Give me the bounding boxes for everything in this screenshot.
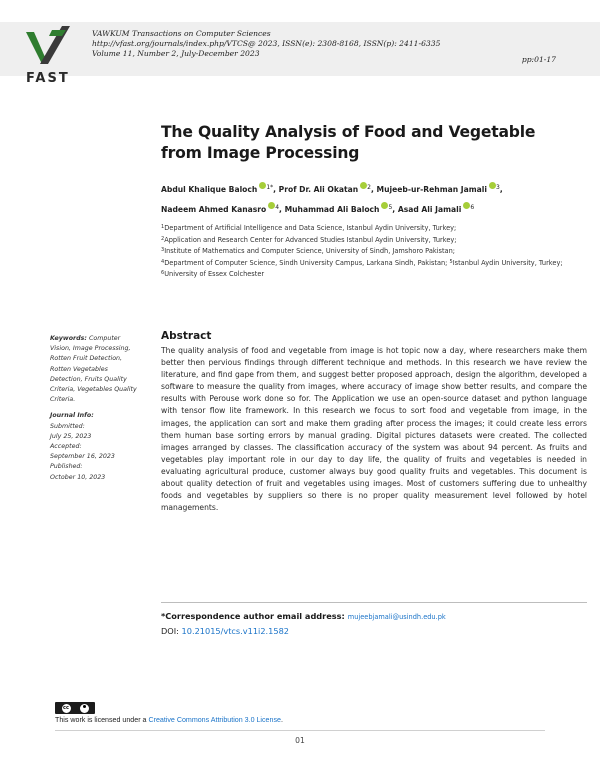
submitted-label: Submitted: [50, 422, 85, 430]
journal-volume: Volume 11, Number 2, July-December 2023 [92, 49, 260, 58]
author [279, 185, 371, 194]
affiliation-list [161, 222, 571, 280]
author [398, 205, 474, 214]
affiliation-superscript: 3 [161, 247, 165, 254]
author-superscript: 6 [470, 204, 475, 211]
abstract-heading: Abstract [161, 330, 212, 342]
affiliation-text: Department of Artificial Intelligence and Data Science, Istanbul Aydin University, Turkey; [164, 224, 457, 232]
divider [161, 602, 587, 603]
journal-name: VAWKUM Transactions on Computer Sciences [92, 29, 271, 38]
license-text [55, 716, 283, 724]
email-link[interactable]: mujeebjamali@usindh.edu.pk [347, 613, 446, 621]
journal-header [0, 0, 600, 86]
journal-info [92, 29, 440, 59]
affiliation [161, 257, 571, 280]
paper-title: The Quality Analysis of Food and Vegetable from Image Processing [161, 123, 536, 162]
author [161, 185, 273, 194]
author-superscript: 5 [388, 204, 393, 211]
keywords-label: Keywords: [50, 335, 87, 342]
submitted-date: July 25, 2023 [50, 432, 92, 440]
doi-line [161, 626, 289, 636]
attribution-icon [80, 704, 89, 713]
license-link[interactable]: Creative Commons Attribution 3.0 License [148, 716, 281, 724]
accepted-label: Accepted: [50, 443, 82, 451]
affiliation-superscript: 4 [161, 258, 165, 265]
author-name: Asad Ali Jamali [397, 205, 462, 214]
license-suffix: . [280, 716, 283, 724]
affiliation-text: University of Essex Colchester [164, 270, 265, 279]
cc-icon: cc [63, 704, 69, 711]
affiliation-text: Department of Computer Science, Sindh University Campus, Larkana Sindh, Pakistan; [164, 258, 450, 267]
keywords [50, 334, 142, 405]
keywords-text: Computer Vision, Image Processing, Rotten Fruit Detection, Rotten Vegetables Detection, Fruits Quality Criteria, Vegetables Quality Criteria. [50, 335, 137, 404]
svg-text:FAST: FAST [26, 71, 70, 86]
correspondence-label: *Correspondence author email address: [161, 611, 345, 621]
license-prefix: This work is licensed under a [55, 716, 149, 724]
affiliation-text: Application and Research Center for Advanced Studies Istanbul Aydin University, Turkey; [164, 235, 457, 244]
page-range: pp:01-17 [521, 55, 556, 64]
author-superscript: 3 [495, 184, 500, 191]
author-name: Prof Dr. Ali Okatan [278, 185, 359, 194]
affiliation-superscript: 2 [161, 235, 165, 242]
doi-link[interactable]: 10.21015/vtcs.v11i2.1582 [181, 626, 289, 636]
abstract-text: The quality analysis of food and vegetable from image is hot topic now a day, where researchers make them better then pervious findings through different technique and methods. In this research we have review the literature, and find gape from them, and suggest better proposed approach, design the algorithm, developed a software to measure the quality from images, where accuracy of image show better results, and compare the results with Perouse work done so for. The Application we use an open-source dataset and python language with tensor flow lite framework. In this research we focus to sort food and vegetable from image, in the images, the application can sort and make them grading after process the images; it could create less errors them human base sorting errors by manual grading. Digital pictures datasets were created. The collected images arranged by classes. The classification accuracy of the system was about 94 percent. As fruits and vegetables play important role in our day to day life, the quality of fruits and vegetables is needed in evaluating agricultural produce, customer always buy good quality fruits and vegetables. This document is about quality detection of fruit and vegetables using images. Most of customers suffering due to unhealthy foods and vegetables by suppliers so there is no proper quality measurement level followed by hotel managements. [161, 346, 587, 513]
affiliation [161, 245, 571, 257]
doi-label: DOI: [161, 626, 179, 636]
footer-divider [55, 730, 545, 731]
vfast-logo [22, 24, 88, 86]
author-name: Nadeem Ahmed Kanasro [161, 205, 267, 214]
author-name: Mujeeb-ur-Rehman Jamali [376, 185, 487, 194]
affiliation-superscript: 1 [161, 224, 165, 230]
correspondence [161, 611, 446, 621]
affiliation [161, 222, 571, 234]
published-label: Published: [50, 463, 83, 471]
accepted-date: September 16, 2023 [50, 453, 115, 461]
author-name: Abdul Khalique Baloch [161, 185, 258, 194]
affiliation-superscript: 5 [449, 258, 453, 265]
author [285, 205, 393, 214]
author-list: Abdul Khalique Baloch $^{1*}$, Prof Dr. Ali Okatan $^2$, Mujeeb-ur-Rehman Jamali $^3$, Nadeem Ahmed Kanasro $^4$, Muhammad Ali Baloch $^5$, Asad Ali Jamali $^6$ [161, 184, 503, 214]
orcid-icon[interactable] [489, 182, 496, 189]
author-name: Muhammad Ali Baloch [284, 205, 380, 214]
cc-license-badge[interactable] [55, 702, 95, 714]
author [377, 185, 500, 194]
affiliation-text: Istanbul Aydin University, Turkey; [452, 258, 563, 267]
journal-info-label: Journal Info: [50, 412, 94, 420]
affiliation-superscript: 6 [161, 270, 165, 277]
author-superscript: 2 [367, 184, 371, 191]
article-sidebar [50, 334, 142, 483]
author [161, 205, 279, 214]
affiliation-text: Institute of Mathematics and Computer Science, University of Sindh, Jamshoro Pakistan; [164, 247, 455, 256]
published-date: October 10, 2023 [50, 473, 106, 481]
journal-url-issn: http://vfast.org/journals/index.php/VTCS@ 2023, ISSN(e): 2308-8168, ISSN(p): 2411-6335 [92, 39, 441, 48]
affiliation [161, 234, 571, 246]
author-superscript: 4 [275, 204, 280, 211]
page-number: 01 [295, 736, 305, 745]
author-superscript: 1* [266, 184, 274, 191]
journal-info-block [50, 411, 142, 482]
